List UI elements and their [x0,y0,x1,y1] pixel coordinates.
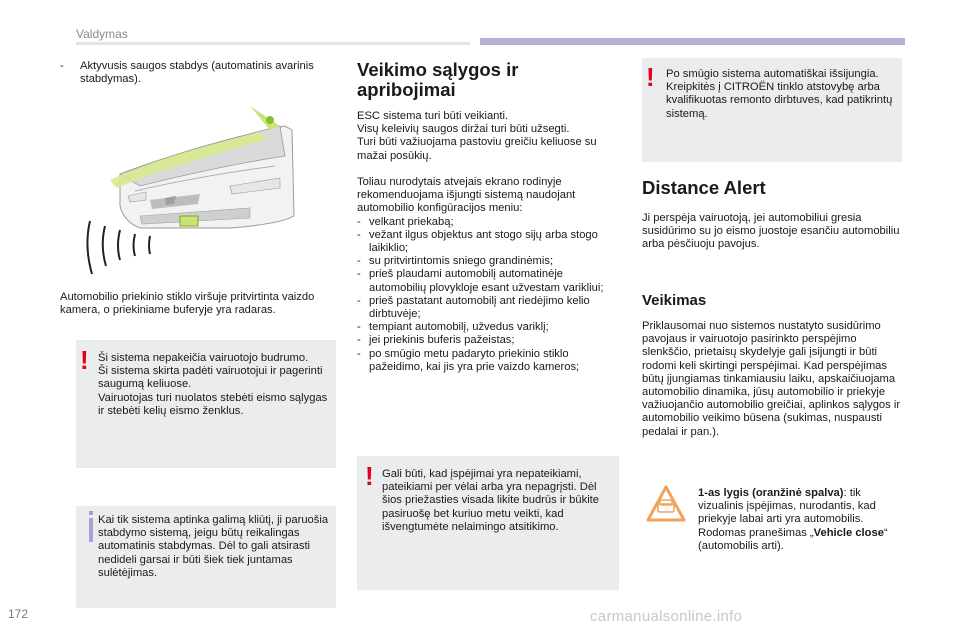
info-box-braking [76,506,336,608]
page-number: 172 [8,607,29,621]
list-item: - prieš plaudami automobilį automatinėje automobilių plovykloje esant užvestam varikliui; [357,268,604,294]
subheading-operation: Veikimas [642,292,707,309]
intro-list [60,60,330,86]
warning-triangle-icon [645,484,687,524]
list-item: - su pritvirtintomis sniego grandinėmis; [357,255,554,268]
conditions-intro: ESC sistema turi būti veikianti. Visų keleivių saugos diržai turi būti užsegti. Turi būti važiuojama pastoviu greičiu keliuose su mažai posūkių. [357,110,597,162]
warning-box-impact [642,58,902,162]
section-heading-conditions: Veikimo sąlygos ir apribojimai [357,59,519,100]
car-radar-illustration [80,96,320,276]
warning-text: Po smūgio sistema automatiškai išsijungia. Kreipkitės į CITROËN tinklo atstovybę arba kvalifikuotas remonto dirbtuves, kad patikrintų sistemą. [666,68,893,120]
list-item: - Aktyvusis saugos stabdys (automatinis avarinis stabdymas). [60,60,314,86]
operation-body: Priklausomai nuo sistemos nustatyto susidūrimo pavojaus ir vairuotojo pasirinkto perspėjimo slenkščio, prietaisų skydelyje gali įsijungti ir būti rodomi keli skirtingi perspėjimai. Kad perspėjimas būtų įjungiamas tinkamiausiu laiku, apskaičiuojama automobilio dinamika, jūsų automobilio ir priekyje važiuojančio automobilio greičiai, aplinkos sąlygos ir automobilio veikimo būsena (sukimas, nuspausti pedalai ir pan.). [642,320,901,438]
level1-description: 1-as lygis (oranžinė spalva): tik vizualinis įspėjimas, nurodantis, kad priekyje labai arti yra automobilis. Rodomas pranešimas „Vehicle close“ (automobilis arti). [698,487,888,552]
exclamation-icon: ! [365,461,374,491]
distance-alert-intro: Ji perspėja vairuotoją, jei automobiliui gresia susidūrimo su jo eismo juostoje esančiu automobiliu arba pėsčiuoju pavojus. [642,212,900,251]
list-item: - jei priekinis buferis pažeistas; [357,334,515,347]
header-color-bar [480,38,905,45]
warning-box-vigilance [76,340,336,468]
exclamation-icon: ! [80,345,89,375]
section-heading-distance-alert: Distance Alert [642,177,766,198]
warning-box-alerts [357,456,619,590]
warning-text: Gali būti, kad įspėjimai yra nepateikiami, pateikiami per vėlai arba yra nepagrįsti. Dėl šios priežasties visada likite budrūs ir būkite pasiruošę bet kuriuo metu veikti, kad išvengtumėte nelaimingo atsitikimo. [382,468,600,533]
list-item: - tempiant automobilį, užvedus variklį; [357,321,549,334]
list-item: - po smūgio metu padaryto priekinio stiklo pažeidimo, kai jis yra prie vaizdo kameros; [357,347,580,373]
header-divider [76,42,470,45]
warning-text: Ši sistema nepakeičia vairuotojo budrumo. Ši sistema skirta padėti vairuotojui ir pagerinti saugumą keliuose. Vairuotojas turi nuolatos stebėti eismo sąlygas ir stebėti kelių eismo ženklus. [98,352,328,417]
list-item: - vežant ilgus objektus ant stogo sijų arba stogo laikiklio; [357,228,598,255]
watermark: carmanualsonline.info [590,608,743,625]
camera-paragraph: Automobilio priekinio stiklo viršuje pritvirtinta vaizdo kamera, o priekiniame buferyje yra radaras. [60,291,315,317]
list-item: - velkant priekabą; [357,215,454,228]
exclamation-icon: ! [646,62,655,92]
info-text: Kai tik sistema aptinka galimą kliūtį, ji paruošia stabdymo sistemą, jeigu būtų reikalingas automatinis stabdymas. Dėl to gali atsirasti nedideli garsai ir būti šiek tiek juntamas sulėtėjimas. [98,514,329,579]
section-title: Valdymas [76,27,128,41]
disable-conditions: Toliau nurodytais atvejais ekrano rodinyje rekomenduojama išjungti sistemą naudojant automobilio konfigūracijos meniu: - velkant priekabą; - vežant ilgus objektus ant stogo sijų arba stogo laikiklio; - su pritvirtintomis sniego grandinėmis; - prieš plaudami automobilį automatinėje automobilių plovykloje esant užvestam varikliui; - prieš pastatant automobilį ant riedėjimo kelio dirbtuvėje; - tempiant automobilį, užvedus variklį; - jei priekinis buferis pažeistas; - po smūgio metu padaryto priekinio stiklo pažeidimo, kai jis yra prie vaizdo kameros; [357,176,612,374]
info-icon [89,511,93,515]
list-item: - prieš pastatant automobilį ant riedėjimo kelio dirbtuvėje; [357,294,590,321]
